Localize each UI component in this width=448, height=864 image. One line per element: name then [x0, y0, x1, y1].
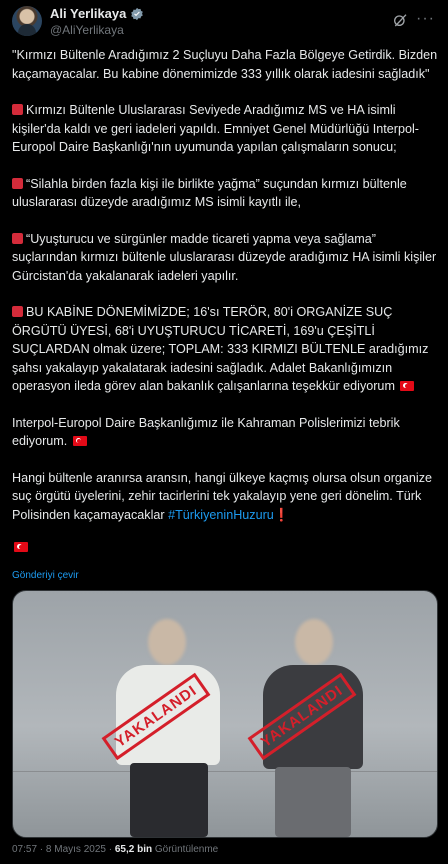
paragraph-text: Hangi bültenle aranırsa aransın, hangi ülkeye kaçmış olursa olsun organize suç örgütü üyelerini, zehir tacirlerini tek yakalayıp yene geri dönelim. Türk Polisinden kaçamayacaklar [12, 470, 433, 522]
translate-post-link[interactable]: Gönderiyi çevir [12, 570, 79, 581]
turkey-flag-icon [14, 542, 28, 552]
view-count: 65,2 bin [114, 844, 153, 855]
paragraph-text: BU KABİNE DÖNEMİMİZDE; 16'sı TERÖR, 80'i ORGANİZE SUÇ ÖRGÜTÜ ÜYESİ, 68'i UYUŞTURUCU TİCARETİ, 169'u ÇEŞİTLİ SUÇLARDAN olmak üzere; TOPLAM: 333 KIRMIZI BÜLTENLE aradığımız şahsı yakalayıp yakalatarak iadesini sağladık. Adalet Bakanlığımızın operasyon ileda görev alan bakanlık çalışanlarına teşekkür ediyorum [12, 305, 429, 393]
tweet-timestamp[interactable]: 07:57 · 8 Mayıs 2025 · [12, 844, 113, 855]
captured-stamp-left: YAKALANDI [102, 673, 211, 760]
tweet-paragraph-flag [12, 538, 438, 557]
verified-badge-icon [130, 7, 144, 21]
tweet-meta [12, 844, 218, 855]
author-block [50, 6, 144, 37]
tweet-paragraph-5 [12, 414, 438, 451]
tweet-paragraph-6 [12, 469, 438, 525]
avatar[interactable] [12, 6, 42, 36]
captured-stamp-right: YAKALANDI [248, 673, 357, 760]
red-square-icon [12, 178, 23, 189]
author-name-row[interactable] [50, 6, 144, 21]
tweet-paragraph-2 [12, 175, 438, 212]
grey-pants [275, 767, 351, 837]
tweet-text [12, 46, 438, 575]
red-square-icon [12, 233, 23, 244]
paragraph-text: “Uyuşturucu ve sürgünler madde ticareti yapma veya sağlama” suçlarından kırmızı bültenle uluslararası düzeyde aradığımız HA isimli kişiler Gürcistan'da yakalanarak iadeleri yapılır. [12, 231, 437, 283]
author-handle[interactable]: @AliYerlikaya [50, 23, 124, 37]
dark-pants [130, 763, 208, 837]
red-square-icon [12, 306, 23, 317]
view-count-label: Görüntülenme [154, 844, 219, 855]
author-name[interactable]: Ali Yerlikaya [50, 6, 127, 21]
tweet-paragraph-1 [12, 101, 438, 157]
tweet-paragraph-3 [12, 230, 438, 286]
tweet-header [12, 6, 436, 40]
paragraph-text: Interpol-Europol Daire Başkanlığımız ile Kahraman Polislerimizi tebrik ediyorum. [12, 415, 400, 448]
blurred-face [148, 619, 186, 665]
paragraph-text: Kırmızı Bültenle Uluslararası Seviyede Aradığımız MS ve HA isimli kişiler'da kaldı ve geri iadeleri yapıldı. Emniyet Genel Müdürlüğü Interpol-Europol Daire Başkanlığı'nın uyumunda yapılan çalışmaların sonucu; [12, 103, 420, 154]
tweet-paragraph-4 [12, 303, 438, 396]
tweet-media-image[interactable] [12, 590, 438, 838]
turkey-flag-icon [400, 381, 414, 391]
exclamation-icon: ❗ [273, 507, 290, 522]
grok-icon[interactable] [392, 12, 408, 28]
tweet-paragraph-quote: "Kırmızı Bültenle Aradığımız 2 Suçluyu Daha Fazla Bölgeye Getirdik. Bizden kaçamayacalar. Bu kabine dönemimizde 333 yıllık olarak iadesini sağladık" [12, 48, 438, 81]
hashtag-link[interactable]: #TürkiyeninHuzuru [168, 507, 274, 522]
red-square-icon [12, 104, 23, 115]
paragraph-text: “Silahla birden fazla kişi ile birlikte yağma” suçundan kırmızı bültenle uluslararası düzeyde aradığımız MS isimli kayıtlı ile, [12, 176, 407, 209]
blurred-face [295, 619, 333, 665]
more-options-icon[interactable]: ··· [416, 10, 435, 27]
turkey-flag-icon [73, 436, 87, 446]
